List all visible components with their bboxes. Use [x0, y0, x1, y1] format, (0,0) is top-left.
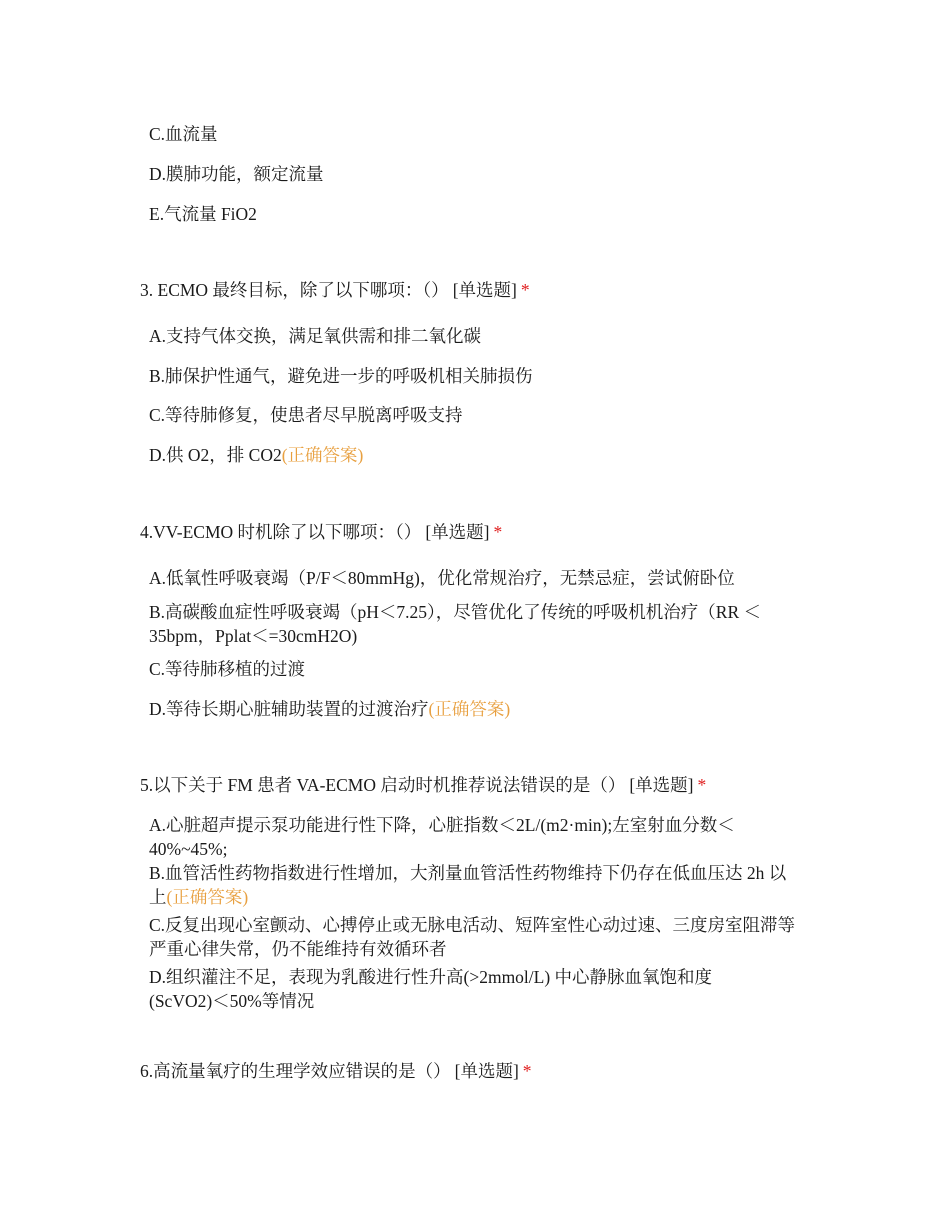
option-text: C.血流量: [149, 124, 218, 144]
q4-title: [140, 520, 840, 544]
q3-option-c[interactable]: [149, 403, 809, 427]
question-text: 4.VV-ECMO 时机除了以下哪项：（）: [140, 522, 422, 542]
q4-option-a[interactable]: [149, 566, 809, 590]
option-text: D.组织灌注不足，表现为乳酸进行性升高(>2mmol/L) 中心静脉血氧饱和度 (ScVO2)＜50%等情况: [149, 967, 713, 1011]
option-text: E.气流量 FiO2: [149, 204, 257, 224]
question-text: 6.高流量氧疗的生理学效应错误的是（）: [140, 1061, 451, 1081]
q6-title: [140, 1059, 840, 1083]
q3-option-b[interactable]: [149, 364, 809, 388]
correct-answer-label: (正确答案): [281, 445, 364, 465]
q2-option-d[interactable]: [149, 162, 809, 186]
required-marker: *: [520, 280, 530, 300]
question-type-tag: [单选题]: [452, 280, 517, 300]
option-text: A.低氧性呼吸衰竭（P/F＜80mmHg)，优化常规治疗，无禁忌症，尝试俯卧位: [149, 568, 735, 588]
question-text: 3. ECMO 最终目标，除了以下哪项：（）: [140, 280, 449, 300]
q5-option-c[interactable]: [149, 913, 804, 961]
q5-option-a[interactable]: [149, 813, 784, 861]
option-text: A.支持气体交换，满足氧供需和排二氧化碳: [149, 326, 482, 346]
option-text: C.等待肺修复，使患者尽早脱离呼吸支持: [149, 405, 463, 425]
correct-answer-label: (正确答案): [166, 887, 249, 907]
q2-option-e[interactable]: [149, 202, 809, 226]
option-text: C.等待肺移植的过渡: [149, 659, 306, 679]
question-type-tag: [单选题]: [454, 1061, 519, 1081]
question-text: 5.以下关于 FM 患者 VA-ECMO 启动时机推荐说法错误的是（）: [140, 775, 626, 795]
correct-answer-label: (正确答案): [428, 699, 511, 719]
required-marker: *: [697, 775, 707, 795]
q4-option-c[interactable]: [149, 657, 809, 681]
option-text: B.肺保护性通气，避免进一步的呼吸机相关肺损伤: [149, 366, 533, 386]
option-text: C.反复出现心室颤动、心搏停止或无脉电活动、短阵室性心动过速、三度房室阻滞等严重心律失常，仍不能维持有效循环者: [149, 915, 796, 959]
required-marker: *: [493, 522, 503, 542]
q4-option-b[interactable]: [149, 600, 799, 648]
option-text: B.高碳酸血症性呼吸衰竭（pH＜7.25），尽管优化了传统的呼吸机机治疗（RR ＜35bpm，Pplat＜=30cmH2O): [149, 602, 762, 646]
q5-option-d[interactable]: [149, 965, 764, 1013]
q5-title: [140, 773, 840, 797]
option-text: D.供 O2，排 CO2: [149, 445, 282, 465]
question-type-tag: [单选题]: [425, 522, 490, 542]
q3-option-a[interactable]: [149, 324, 809, 348]
q2-option-c[interactable]: [149, 122, 809, 146]
option-text: D.膜肺功能，额定流量: [149, 164, 324, 184]
q3-option-d[interactable]: [149, 443, 809, 467]
q5-option-b[interactable]: [149, 861, 789, 909]
q3-title: [140, 278, 840, 302]
option-text: D.等待长期心脏辅助装置的过渡治疗: [149, 699, 429, 719]
option-text: B.血管活性药物指数进行性增加，大剂量血管活性药物维持下仍存在低血压达 2h 以上: [149, 863, 787, 907]
required-marker: *: [522, 1061, 532, 1081]
option-text: A.心脏超声提示泵功能进行性下降，心脏指数＜2L/(m2·min);左室射血分数＜ 40%~45%;: [149, 815, 735, 859]
q4-option-d[interactable]: [149, 697, 809, 721]
question-type-tag: [单选题]: [629, 775, 694, 795]
